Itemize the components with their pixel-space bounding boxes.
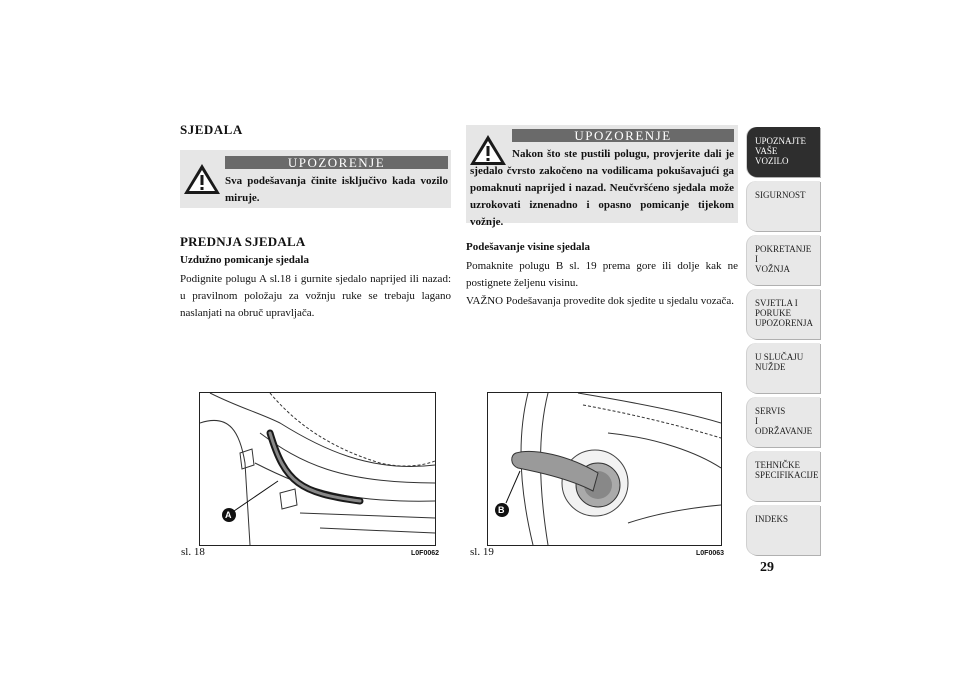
minor-title-right: Podešavanje visine sjedala (466, 241, 591, 253)
warning-text: Sva podešavanja činite isključivo kada vozilo miruje. (225, 175, 448, 204)
sidebar-tab[interactable] (747, 505, 820, 555)
sidebar-tab-label: U SLUČAJU NUŽDE (755, 352, 804, 372)
sidebar-tab[interactable] (747, 235, 820, 285)
marker-label: B (498, 505, 505, 515)
note-right: VAŽNO Podešavanja provedite dok sjedite u sjedalu vozača. (466, 295, 735, 307)
sidebar-tab[interactable] (747, 451, 820, 501)
warning-text: Nakon što ste pustili polugu, provjerite dali je sjedalo čvrsto zakočeno na vodilicama pokušavajući ga pomaknuti naprijed i nazad. Neučvršćeno sjedala može uzrokovati iznenadno i opasno pomicanje tijekom vožnje. (470, 148, 734, 228)
seat-height-lever-illustration (488, 393, 721, 545)
sidebar-tab-label: UPOZNAJTE VAŠE VOZILO (755, 136, 806, 166)
seat-lever-illustration (200, 393, 435, 545)
sidebar-tab[interactable] (747, 343, 820, 393)
paragraph-left: Podignite polugu A sl.18 i gurnite sjedalo naprijed ili nazad: u pravilnom položaju za vožnju ruke se trebaju lagano naslanjati na obruč upravljača. (180, 273, 451, 319)
figure-code: L0F0063 (696, 550, 725, 557)
sidebar-tab-label: TEHNIČKE SPECIFIKACIJE (755, 460, 819, 480)
sidebar-tab[interactable] (747, 181, 820, 231)
figure-code: L0F0062 (411, 550, 440, 557)
figure-19 (487, 392, 722, 546)
sidebar-tab[interactable] (747, 289, 820, 339)
figure-caption: sl. 18 (181, 546, 205, 558)
subsection-title: PREDNJA SJEDALA (180, 234, 306, 249)
paragraph-right: Pomaknite polugu B sl. 19 prema gore ili dolje kak ne postignete željenu visinu. (466, 260, 738, 289)
marker-label: A (225, 510, 232, 520)
warning-header: UPOZORENJE (225, 156, 448, 169)
sidebar-tab[interactable] (747, 397, 820, 447)
sidebar-tab-label: INDEKS (755, 514, 788, 524)
warning-header: UPOZORENJE (512, 129, 734, 142)
warning-box-right (466, 125, 738, 228)
sidebar-tab[interactable] (747, 127, 820, 177)
sidebar-tab-label: SIGURNOST (755, 190, 806, 200)
warning-triangle-icon (180, 158, 224, 198)
page-number: 29 (760, 560, 774, 575)
figure-caption: sl. 19 (470, 546, 494, 558)
figure-18 (199, 392, 436, 546)
section-title: SJEDALA (180, 122, 243, 137)
minor-title-left: Uzdužno pomicanje sjedala (180, 254, 309, 266)
sidebar-tab-label: SERVIS I ODRŽAVANJE (755, 406, 813, 436)
sidebar-tab-label: POKRETANJE I VOŽNJA (755, 244, 812, 274)
sidebar-tab-label: SVJETLA I PORUKE UPOZORENJA (755, 298, 814, 328)
warning-box-left (180, 150, 451, 208)
